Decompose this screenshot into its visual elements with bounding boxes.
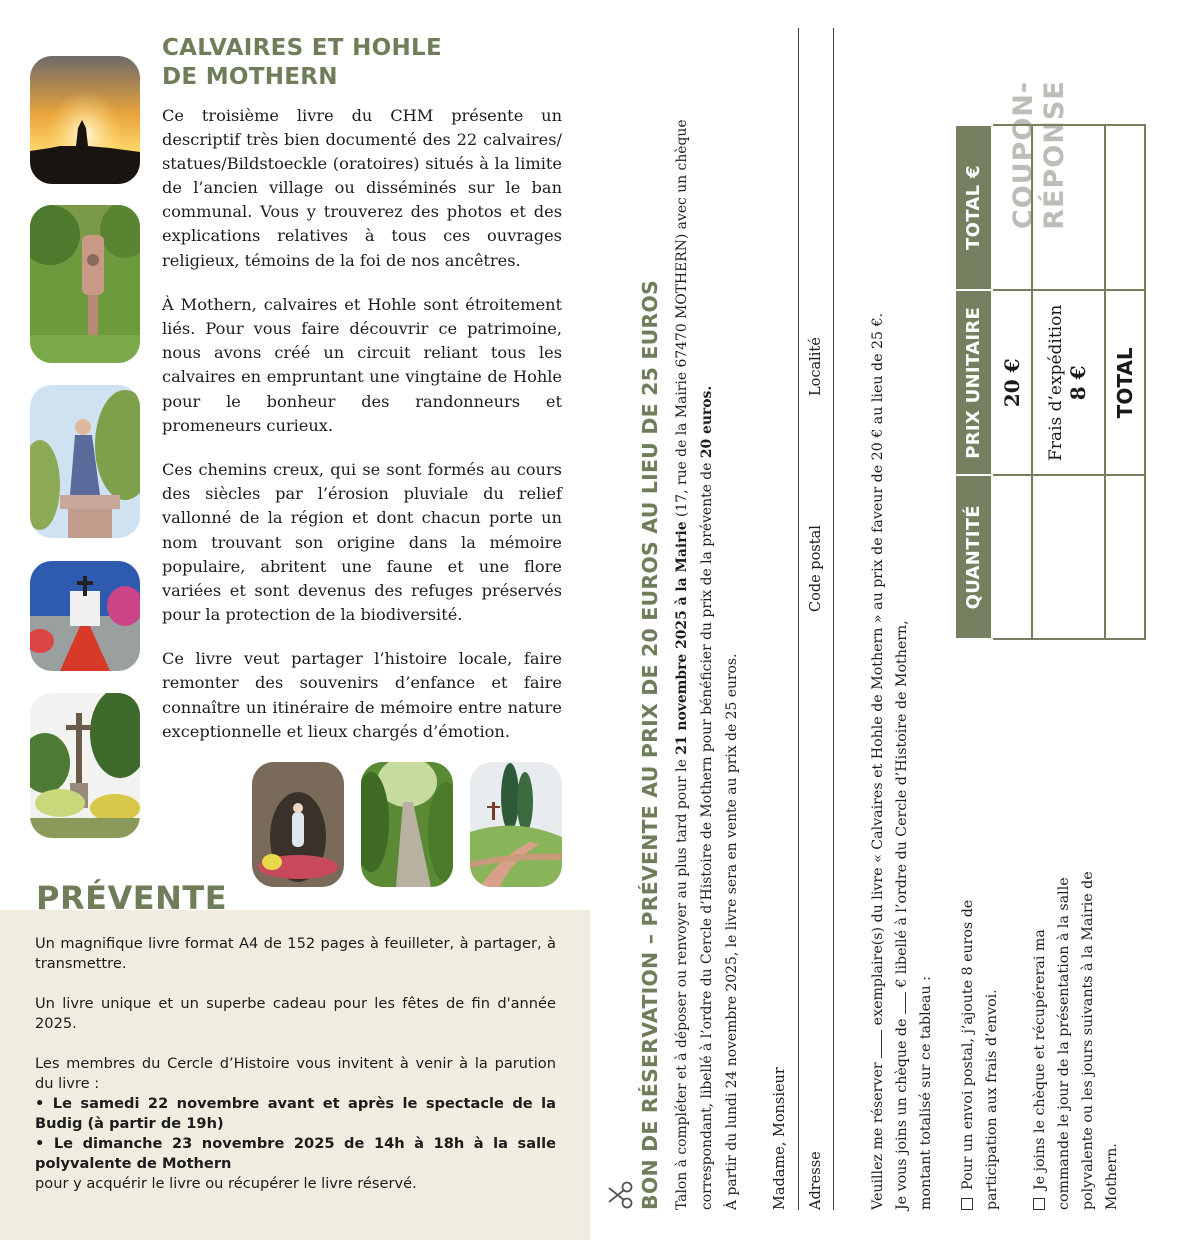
field-name-label: Madame, Monsieur (772, 1067, 788, 1210)
field-address-label: Adresse (808, 1151, 824, 1210)
quantity-blank[interactable] (868, 1030, 882, 1058)
prevente-paragraph: Un magnifique livre format A4 de 152 pages à feuilleter, à partager, à transmettre. (35, 935, 556, 972)
description-paragraph: Ce troisième livre du CHM présente un descriptif très bien documenté des 22 calvaires/ statues/Bildstoeckle (oratoires) situés à la limite de l’ancien village ou disséminés sur le ban communal. Vous y trouverez des photos et des explications relatives à tous ces ouvrages religieux, témoins de la foi de nos ancêtres. (162, 106, 562, 270)
scissors-icon (606, 1180, 636, 1210)
event-sunday: • Le dimanche 23 novembre 2025 de 14h à 18h à la salle polyvalente de Mothern (35, 1135, 556, 1172)
book-title (162, 34, 562, 92)
presale-price: 20 euros. (699, 385, 715, 459)
cell-empty (1105, 476, 1145, 640)
cell-total-label: TOTAL (1105, 290, 1145, 475)
photo-oratory-field (30, 205, 140, 363)
cell-shipping (1032, 290, 1105, 475)
photo-sunset-church (30, 56, 140, 184)
photo-painting-landscape (470, 762, 562, 887)
prevente-closing: pour y acquérir le livre ou récupérer le livre réservé. (35, 1175, 417, 1192)
photo-virgin-statue (30, 385, 140, 538)
shipping-price: 8 € (1066, 365, 1091, 401)
col-quantity: QUANTITÉ (955, 476, 992, 640)
book-title-line2: DE MOTHERN (162, 64, 338, 90)
cell-unit-price: 20 € (992, 290, 1032, 475)
book-description (162, 104, 562, 764)
photo-sunken-path (361, 762, 453, 887)
col-unit-price: PRIX UNITAIRE (955, 290, 992, 475)
description-paragraph: Ces chemins creux, qui se sont formés au cours des siècles par l’érosion pluviale du relief vallonné de la région et dont chacun porte un nom trouvant son origine dans la mémoire populaire, abritent une faune et une flore variées et sont devenus des refuges préservés pour la protection de la biodiversité. (162, 460, 562, 624)
coupon-reponse-stamp: COUPON- RÉPONSE (1008, 80, 1070, 230)
book-title-line1: CALVAIRES ET HOHLE (162, 35, 442, 61)
reservation-statement: Veuillez me réserver exemplaire(s) du livre « Calvaires et Hohle de Mothern » au prix de faveur de 20 € au lieu de 25 €. Je vous joins un chèque de € libellé à l’ordre du Cercle d’Histoire de Mothern, montant totalisé sur ce tableau : (870, 312, 934, 1210)
prevente-text (35, 934, 556, 1194)
photo-grotto (252, 762, 344, 887)
reservation-coupon (598, 0, 1181, 1240)
coupon-heading: BON DE RÉSERVATION – PRÉVENTE AU PRIX DE 20 EUROS AU LIEU DE 25 EUROS (638, 279, 662, 1210)
order-table (954, 124, 1146, 640)
cell-quantity-book[interactable] (992, 476, 1032, 640)
cell-total-book[interactable] (992, 125, 1032, 290)
event-saturday: • Le samedi 22 novembre avant et après le spectacle de la Budig (à partir de 19h) (35, 1095, 556, 1132)
prevente-paragraph: Les membres du Cercle d’Histoire vous invitent à venir à la parution du livre : (35, 1055, 556, 1092)
photo-altar-flowers (30, 561, 140, 671)
cell-grand-total[interactable] (1105, 125, 1145, 290)
prevente-title: PRÉVENTE (36, 879, 228, 917)
description-paragraph: Ce livre veut partager l’histoire locale, faire remonter des souvenirs d’enfance et faire connaître un itinéraire de mémoire entre nature exceptionnelle et lieux chargés d’émotion. (162, 649, 562, 741)
field-name-line[interactable] (798, 28, 799, 1210)
field-address-line[interactable] (833, 28, 834, 1210)
field-city-label: Localité (808, 337, 824, 396)
col-total: TOTAL € (955, 125, 992, 290)
cell-quantity-shipping[interactable] (1032, 476, 1105, 640)
shipping-label: Frais d’expédition (1046, 304, 1067, 461)
prevente-paragraph: Un livre unique et un superbe cadeau pour les fêtes de fin d'année 2025. (35, 995, 556, 1032)
checkbox-postal[interactable] (961, 1198, 973, 1210)
coupon-instructions: Talon à compléter et à déposer ou renvoyer au plus tard pour le 21 novembre 2025 à la Mairie (17, rue de la Mairie 67470 MOTHERN) avec un chèque correspondant, libellé à l’ordre du Cercle d’Histoire de Mothern pour bénéficier du prix de la prévente de 20 euros. À partir du lundi 24 novembre 2025, le livre sera en vente au prix de 25 euros. (674, 119, 740, 1210)
amount-blank[interactable] (892, 992, 906, 1014)
deadline-date: 21 novembre 2025 à la Mairie (674, 521, 690, 755)
field-postcode-label: Code postal (808, 525, 824, 612)
checkbox-pickup[interactable] (1033, 1198, 1045, 1210)
cell-total-shipping[interactable] (1032, 125, 1105, 290)
option-pickup[interactable]: Je joins le chèque et récupérerai ma commande le jour de la présentation à la salle polyvalente ou les jours suivants à la Mairie de Mothern. (1032, 871, 1120, 1210)
photo-crucifix-garden (30, 693, 140, 838)
option-postal[interactable]: Pour un envoi postal, j’ajoute 8 euros de participation aux frais d’envoi. (960, 899, 1000, 1210)
description-paragraph: À Mothern, calvaires et Hohle sont étroitement liés. Pour vous faire découvrir ce patrimoine, nous avons créé un circuit reliant tous les calvaires en empruntant une vingtaine de Hohle pour le bonheur des randonneurs et promeneurs curieux. (162, 295, 562, 435)
